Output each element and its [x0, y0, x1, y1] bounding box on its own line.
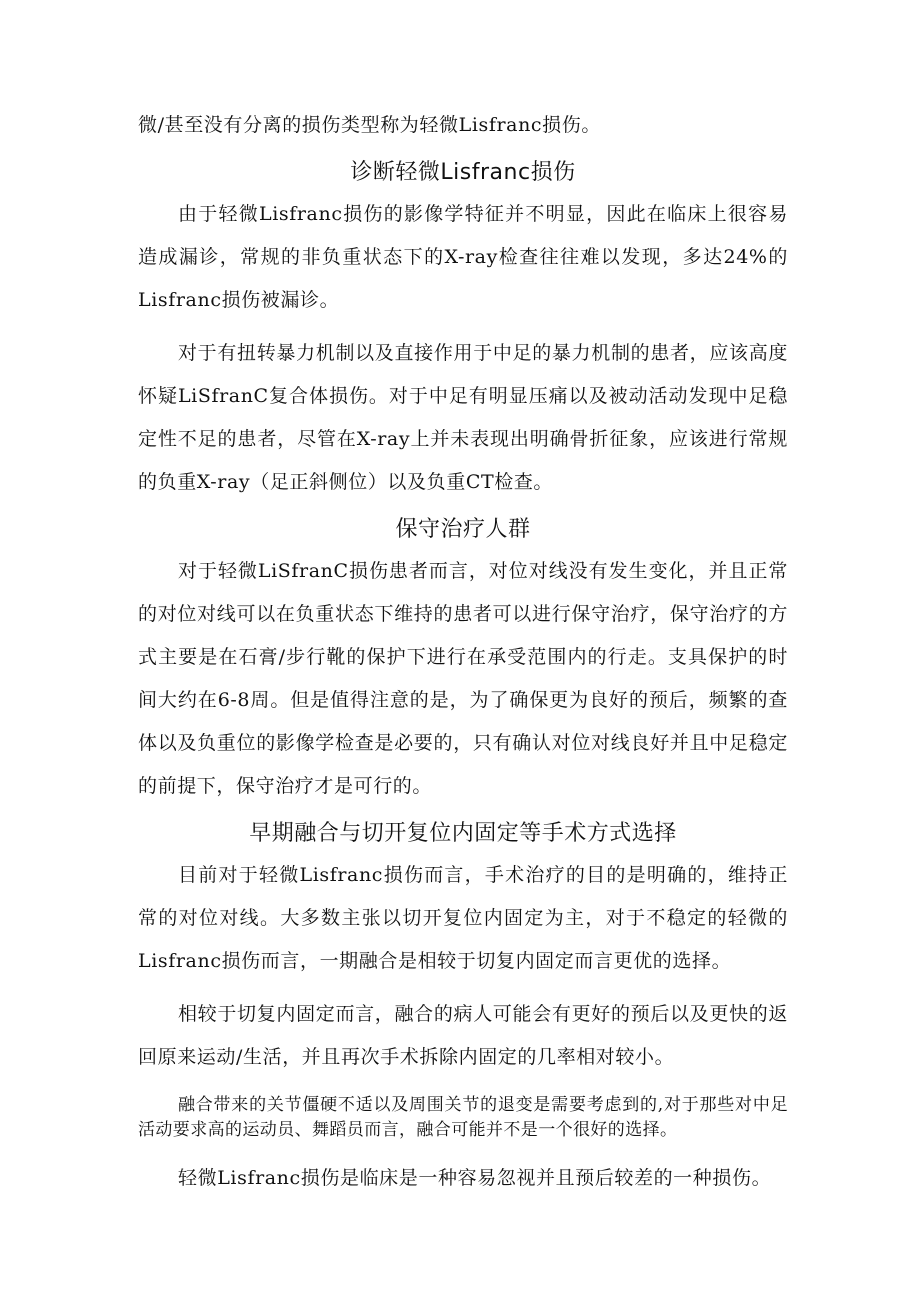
paragraph-diagnosis-1: 由于轻微Lisfranc损伤的影像学特征并不明显，因此在临床上很容易造成漏诊，常规的非负重状态下的X-ray检查往往难以发现，多达24%的Lisfranc损伤被漏诊。: [138, 203, 788, 311]
paragraph-diagnosis-2: 对于有扭转暴力机制以及直接作用于中足的暴力机制的患者，应该高度怀疑LiSfranC复合体损伤。对于中足有明显压痛以及被动活动发现中足稳定性不足的患者，尽管在X-ray上并未表现出明确骨折征象，应该进行常规的负重X-ray（足正斜侧位）以及负重CT检查。: [138, 342, 788, 493]
paragraph-surgery-2: 相较于切复内固定而言，融合的病人可能会有更好的预后以及更快的返回原来运动/生活，并且再次手术拆除内固定的几率相对较小。: [138, 1003, 788, 1068]
document-body: [138, 104, 788, 1200]
section-heading-surgery: 早期融合与切开复位内固定等手术方式选择: [249, 821, 677, 846]
section-heading-diagnosis: 诊断轻微Lisfranc损伤: [350, 160, 576, 185]
paragraph-closing: 轻微Lisfranc损伤是临床是一种容易忽视并且预后较差的一种损伤。: [178, 1167, 772, 1189]
paragraph-surgery-3: 融合带来的关节僵硬不适以及周围关节的退变是需要考虑到的,对于那些对中足活动要求高的运动员、舞蹈员而言，融合可能并不是一个很好的选择。: [138, 1095, 788, 1140]
paragraph-surgery-1: 目前对于轻微Lisfranc损伤而言，手术治疗的目的是明确的，维持正常的对位对线。大多数主张以切开复位内固定为主，对于不稳定的轻微的Lisfranc损伤而言，一期融合是相较于切复内固定而言更优的选择。: [138, 864, 788, 972]
section-heading-conservative: 保守治疗人群: [395, 517, 531, 542]
intro-paragraph: 微/甚至没有分离的损伤类型称为轻微Lisfranc损伤。: [138, 114, 601, 136]
paragraph-conservative-1: 对于轻微LiSfranC损伤患者而言，对位对线没有发生变化，并且正常的对位对线可以在负重状态下维持的患者可以进行保守治疗，保守治疗的方式主要是在石膏/步行靴的保护下进行在承受范围内的行走。支具保护的时间大约在6-8周。但是值得注意的是，为了确保更为良好的预后，频繁的查体以及负重位的影像学检查是必要的，只有确认对位对线良好并且中足稳定的前提下，保守治疗才是可行的。: [138, 560, 788, 797]
